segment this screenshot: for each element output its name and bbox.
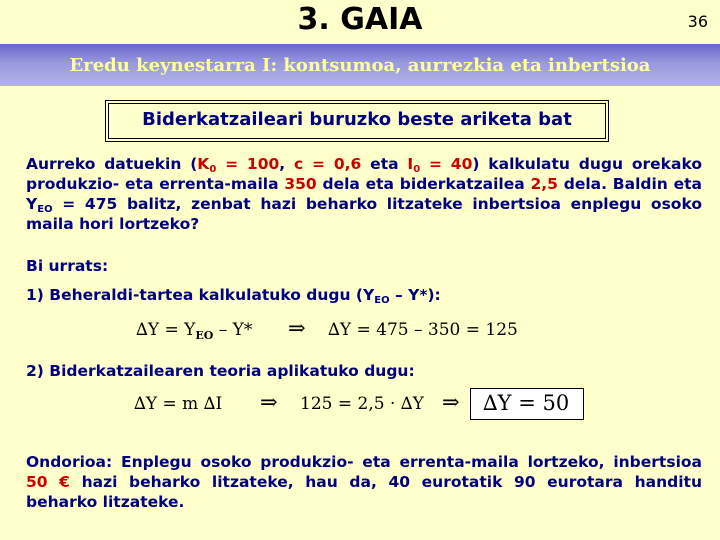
slide-title: 3. GAIA xyxy=(297,2,423,37)
step2-equation-2: 125 = 2,5 · ∆Y xyxy=(300,394,424,414)
slide-subtitle: Eredu keynestarra I: kontsumoa, aurrezkia eta inbertsioa xyxy=(69,55,651,76)
step2-implies-icon-2: ⇒ xyxy=(442,390,460,414)
subtitle-band xyxy=(0,44,720,86)
section-heading-box xyxy=(105,100,609,142)
section-heading: Biderkatzaileari buruzko beste ariketa bat xyxy=(142,109,572,130)
step2-equation-1: ∆Y = m ∆I xyxy=(134,394,223,414)
top-bar xyxy=(0,0,720,44)
step2-label: 2) Biderkatzailearen teoria aplikatuko dugu: xyxy=(26,362,415,380)
result-box xyxy=(470,388,584,420)
step1-implies-icon: ⇒ xyxy=(288,316,306,340)
page-number: 36 xyxy=(687,12,708,31)
step1-equation-1: $\Delta Y = Y_{EO} - Y*$ xyxy=(136,320,253,342)
step2-implies-icon-1: ⇒ xyxy=(260,390,278,414)
intro-paragraph: Aurreko datuekin ($K_0 = 100$, c = 0,6 eta $I_0 = 40$) kalkulatu dugu orekako produkzio- eta errenta-maila 350 dela eta biderkatzailea 2,5 dela. Baldin eta $Y_{EO} = 475$ balitz, zenbat hazi beharko litzateke inbertsioa enplegu osoko maila hori lortzeko? xyxy=(26,155,702,233)
conclusion-paragraph: Ondorioa: Enplegu osoko produkzio- eta errenta-maila lortzeko, inbertsioa 50 € hazi beharko litzateke, hau da, 40 eurotatik 90 eurotara handitu beharko litzateke. xyxy=(26,453,702,511)
steps-label: Bi urrats: xyxy=(26,257,109,275)
result-value: ∆Y = 50 xyxy=(483,391,570,415)
step1-label: 1) Beheraldi-tartea kalkulatuko dugu $(Y_{EO} - Y*)$: xyxy=(26,286,441,306)
step1-equation-2: ∆Y = 475 – 350 = 125 xyxy=(328,320,518,340)
